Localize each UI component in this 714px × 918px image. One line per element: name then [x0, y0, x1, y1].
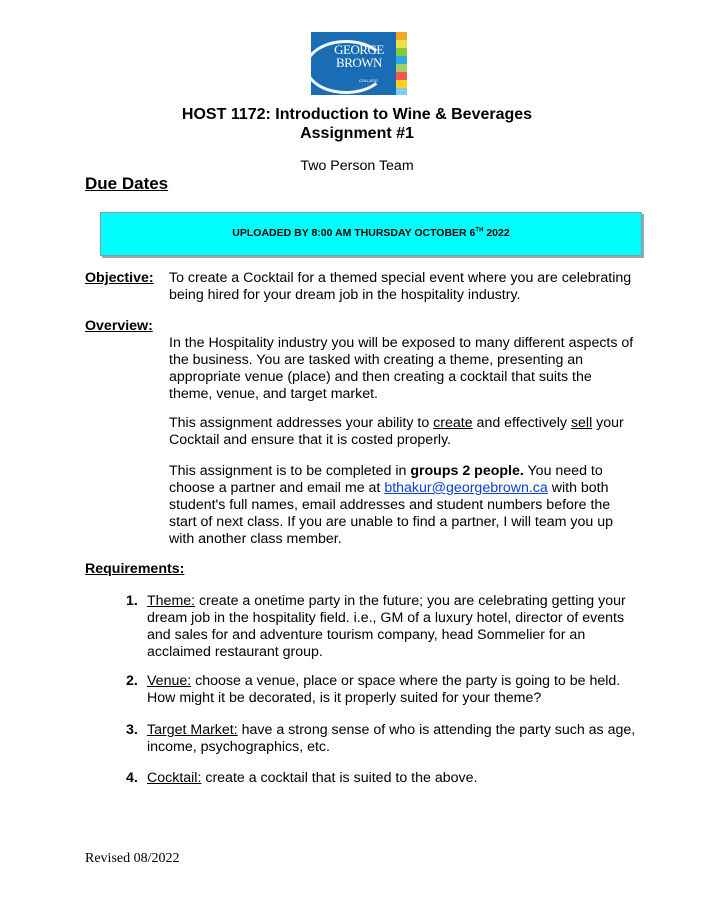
logo-text-line2: BROWN: [336, 55, 382, 70]
overview-paragraph-2: This assignment addresses your ability to create and effectively sell your Cocktail and ensure that it is costed properly.: [169, 415, 624, 448]
logo-stripe: [396, 80, 407, 88]
requirements-label: Requirements:: [85, 561, 185, 577]
document-title: HOST 1172: Introduction to Wine & Beverages: [181, 106, 533, 123]
instructor-email-link[interactable]: bthakur@georgebrown.ca: [384, 480, 548, 496]
revision-note: Revised 08/2022: [85, 851, 180, 866]
logo-stripe: [396, 88, 407, 95]
objective-text: To create a Cocktail for a themed special event where you are celebrating being hired for your dream job in the hospitality industry.: [169, 270, 632, 303]
george-brown-logo: [311, 32, 407, 95]
document-subtitle: Assignment #1: [300, 125, 414, 142]
requirement-term: Target Market:: [147, 722, 238, 738]
requirement-term: Venue:: [147, 673, 192, 689]
overview-label: Overview:: [85, 318, 153, 334]
due-date-ordinal: TH: [475, 227, 484, 234]
team-size: Two Person Team: [300, 158, 414, 174]
logo-text-line3: COLLEGE: [359, 78, 378, 83]
requirement-term: Theme:: [147, 593, 196, 609]
logo-stripe: [396, 72, 407, 80]
logo-stripe: [396, 40, 407, 48]
logo-stripe: [396, 64, 407, 72]
overview-paragraph-1: In the Hospitality industry you will be exposed to many different aspects of the business. You are tasked with creating a theme, presenting an appropriate venue (place) and then creating a cocktail that suits the theme, venue, and target market.: [169, 335, 634, 402]
logo-stripe: [396, 48, 407, 56]
logo-stripe: [396, 56, 407, 64]
logo-text-line1: GEORGE: [334, 42, 384, 57]
due-dates-heading: Due Dates: [85, 174, 169, 193]
overview-paragraph-3: This assignment is to be completed in groups 2 people. You need to choose a partner and email me at bthakur@georgebrown.ca with both student's full names, email addresses and student numbers before the start of next class. If you are unable to find a partner, I will team you up with another class member.: [169, 463, 613, 547]
due-date-box: [100, 212, 642, 256]
requirement-term: Cocktail:: [147, 770, 202, 786]
logo-badge: [311, 32, 396, 95]
logo-stripe: [396, 32, 407, 40]
due-date-text: UPLOADED BY 8:00 AM THURSDAY OCTOBER 6TH 2022: [232, 227, 510, 239]
objective-label: Objective:: [85, 270, 154, 286]
